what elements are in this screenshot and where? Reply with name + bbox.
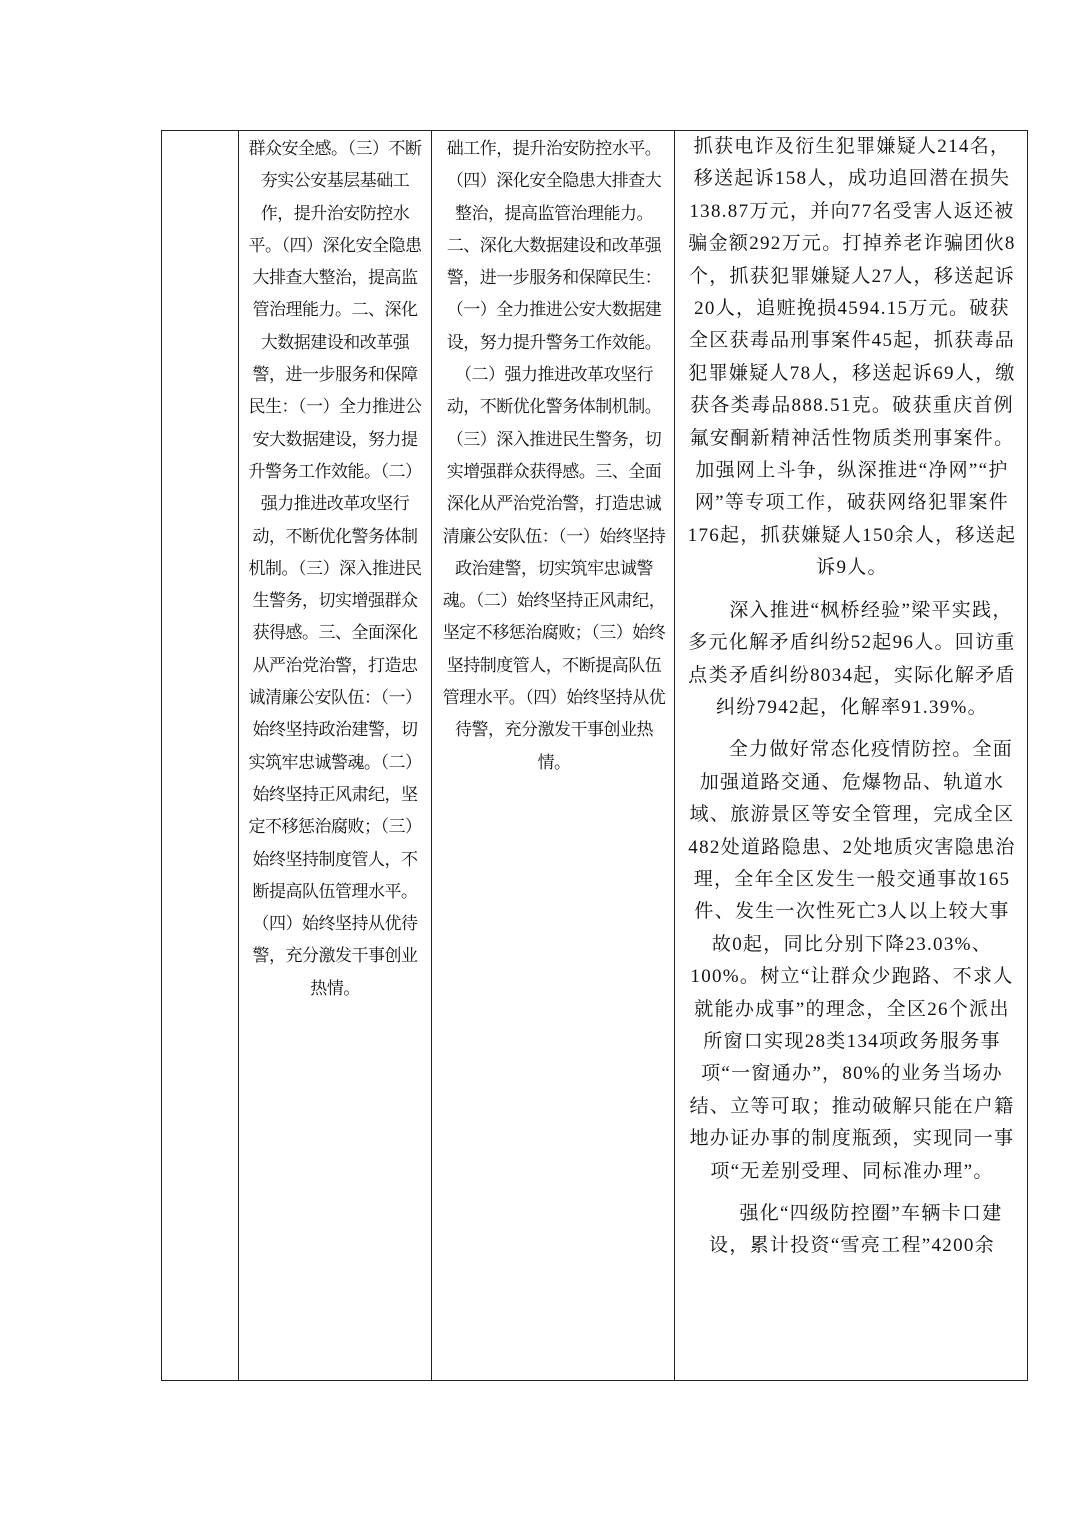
- table-cell-index: [162, 131, 239, 1381]
- table-cell-plan: [239, 131, 432, 1381]
- content-table: [161, 130, 1028, 1381]
- table-cell-measures: [432, 131, 675, 1381]
- measures-text: 础工作，提升治安防控水平。（四）深化安全隐患大排查大整治，提高监管治理能力。二、深化大数据建设和改革强警，进一步服务和保障民生：（一）全力推进公安大数据建设，努力提升警务工作效能。（二）强力推进改革攻坚行动，不断优化警务体制机制。（三）深入推进民生警务，切实增强群众获得感。三、全面深化从严治党治警，打造忠诚清廉公安队伍：（一）始终坚持政治建警，切实筑牢忠诚警魂。（二）始终坚持正风肃纪，坚定不移惩治腐败；（三）始终坚持制度管人，不断提高队伍管理水平。（四）始终坚持从优待警，充分激发干事创业热情。: [442, 139, 666, 773]
- plan-text: 群众安全感。（三）不断夯实公安基层基础工作，提升治安防控水平。（四）深化安全隐患大排查大整治，提高监管治理能力。二、深化大数据建设和改革强警，进一步服务和保障民生：（一）全力推进公安大数据建设，努力提升警务工作效能。（二）强力推进改革攻坚行动，不断优化警务体制机制。（三）深入推进民生警务，切实增强群众获得感。三、全面深化从严治党治警，打造忠诚清廉公安队伍：（一）始终坚持政治建警，切实筑牢忠诚警魂。（二）始终坚持正风肃纪，坚定不移惩治腐败；（三）始终坚持制度管人，不断提高队伍管理水平。（四）始终坚持从优待警，充分激发干事创业热情。: [248, 139, 422, 999]
- table-row: [162, 131, 1028, 1381]
- results-paragraph: 全力做好常态化疫情防控。全面加强道路交通、危爆物品、轨道水域、旅游景区等安全管理，完成全区482处道路隐患、2处地质灾害隐患治理，全年全区发生一般交通事故165件、发生一次性死亡3人以上较大事故0起，同比分别下降23.03%、100%。树立“让群众少跑路、不求人就能办成事”的理念，全区26个派出所窗口实现28类134项政务服务事项“一窗通办”，80%的业务当场办结、立等可取；推动破解只能在户籍地办证办事的制度瓶颈，实现同一事项“无差别受理、同标准办理”。: [688, 739, 1016, 1182]
- table-cell-results: [675, 131, 1028, 1381]
- results-paragraph: 抓获电诈及衍生犯罪嫌疑人214名，移送起诉158人，成功追回潜在损失138.87万元，并向77名受害人返还被骗金额292万元。打掉养老诈骗团伙8个，抓获犯罪嫌疑人27人，移送起诉20人，追赃挽损4594.15万元。破获全区获毒品刑事案件45起，抓获毒品犯罪嫌疑人78人，移送起诉69人，缴获各类毒品888.51克。破获重庆首例氟安酮新精神活性物质类刑事案件。加强网上斗争，纵深推进“净网”“护网”等专项工作，破获网络犯罪案件176起，抓获嫌疑人150余人，移送起诉9人。: [687, 136, 1017, 579]
- results-paragraph: 强化“四级防控圈”车辆卡口建设，累计投资“雪亮工程”4200余: [709, 1203, 1003, 1257]
- results-paragraph: 深入推进“枫桥经验”梁平实践，多元化解矛盾纠纷52起96人。回访重点类矛盾纠纷8034起，实际化解矛盾纠纷7942起，化解率91.39%。: [688, 599, 1016, 718]
- results-text: [675, 131, 1027, 1263]
